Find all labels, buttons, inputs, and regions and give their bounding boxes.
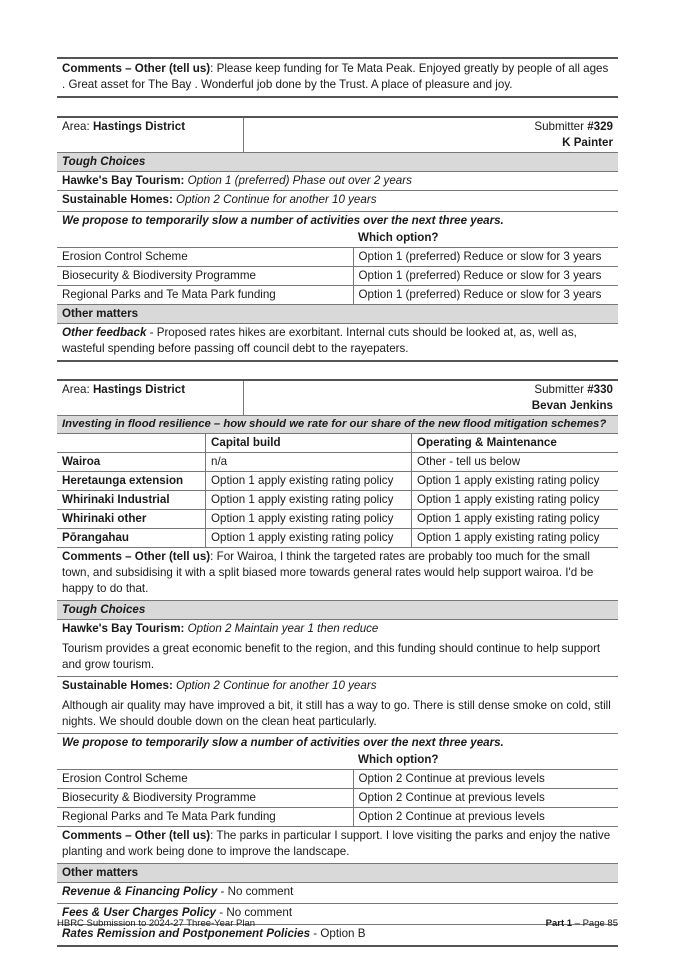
- tourism-text-330: Tourism provides a great economic benefit to the region, and this funding should continue to help support and grow tourism.: [57, 640, 618, 677]
- propose-329: We propose to temporarily slow a number of activities over the next three years.: [62, 213, 504, 227]
- activities-329: [57, 229, 618, 305]
- area-330: Area: Hastings District: [57, 380, 244, 415]
- table-row: Whirinaki other Option 1 apply existing rating policy Option 1 apply existing rating policy: [57, 510, 618, 529]
- table-row: Regional Parks and Te Mata Park funding Option 1 (preferred) Reduce or slow for 3 years: [57, 285, 618, 304]
- table-row: Regional Parks and Te Mata Park funding Option 2 Continue at previous levels: [57, 808, 618, 827]
- flood-comment-330: Comments – Other (tell us): For Wairoa, I think the targeted rates are probably too much for the small town, and subsidising it with a split biased more towards general rates would help support wairoa. I'd be happy to do that.: [57, 548, 618, 601]
- col-capital-330: Capital build: [206, 434, 412, 452]
- tough-choices-329: Tough Choices: [57, 152, 618, 172]
- tourism-329: Hawke's Bay Tourism: Option 1 (preferred) Phase out over 2 years: [57, 172, 618, 191]
- top-comment-label: Comments – Other (tell us): [62, 62, 211, 75]
- activities-330: [57, 751, 618, 827]
- tough-choices-330: Tough Choices: [57, 601, 618, 620]
- fees-policy-330: Fees & User Charges Policy - No comment: [57, 904, 618, 925]
- submitter-name-330: Bevan Jenkins: [531, 398, 613, 412]
- which-option-330: Which option?: [358, 753, 439, 767]
- page-footer: [57, 917, 618, 930]
- col-opex-330: Operating & Maintenance: [412, 434, 619, 452]
- submitter-330: Submitter #330 Bevan Jenkins: [531, 382, 613, 412]
- submitter-329: Submitter #329 K Painter: [534, 119, 613, 149]
- homes-330: Sustainable Homes: Option 2 Continue for another 10 years: [62, 679, 377, 693]
- other-feedback-329: Other feedback - Proposed rates hikes are exorbitant. Internal cuts should be looked at, as, well as, wasteful spending before passing off council debt to the rayepaters.: [57, 324, 618, 362]
- tourism-330: Hawke's Bay Tourism: Option 2 Maintain year 1 then reduce: [62, 622, 379, 636]
- homes-329: Sustainable Homes: Option 2 Continue for another 10 years: [57, 191, 618, 212]
- table-row: Erosion Control Scheme Option 2 Continue at previous levels: [57, 770, 618, 789]
- page-content: [57, 0, 618, 947]
- propose-330: We propose to temporarily slow a number of activities over the next three years.: [62, 736, 504, 750]
- table-row: Biosecurity & Biodiversity Programme Option 1 (preferred) Reduce or slow for 3 years: [57, 266, 618, 285]
- table-row: Whirinaki Industrial Option 1 apply existing rating policy Option 1 apply existing rating policy: [57, 491, 618, 510]
- revenue-policy-330: Revenue & Financing Policy - No comment: [57, 883, 618, 904]
- flood-heading-330: Investing in flood resilience – how should we rate for our share of the new flood mitigation schemes?: [57, 415, 618, 435]
- table-row: Wairoa n/a Other - tell us below: [57, 453, 618, 472]
- parks-comment-330: Comments – Other (tell us): The parks in particular I support. I love visiting the parks and enjoy the native planting and work being done to improve the landscape.: [57, 827, 618, 864]
- other-matters-330: Other matters: [57, 864, 618, 883]
- table-row: Erosion Control Scheme Option 1 (preferred) Reduce or slow for 3 years: [57, 247, 618, 266]
- header-329: [57, 116, 618, 152]
- table-row: Pōrangahau Option 1 apply existing rating policy Option 1 apply existing rating policy: [57, 529, 618, 548]
- other-matters-329: Other matters: [57, 305, 618, 324]
- header-330: [57, 379, 618, 415]
- footer-page: Part 1 – Page 85: [545, 918, 618, 929]
- footer-title: HBRC Submission to 2024-27 Three-Year Plan: [57, 918, 256, 929]
- flood-table-330: [57, 434, 618, 548]
- submission-330: [57, 379, 618, 947]
- area-329: Area: Hastings District: [57, 117, 244, 152]
- submitter-name-329: K Painter: [562, 135, 613, 149]
- submission-329: [57, 116, 618, 362]
- table-row: Biosecurity & Biodiversity Programme Option 2 Continue at previous levels: [57, 789, 618, 808]
- table-row: Heretaunga extension Option 1 apply existing rating policy Option 1 apply existing rating policy: [57, 472, 618, 491]
- rates-policy-330: Rates Remission and Postponement Policies - Option B: [57, 925, 618, 947]
- top-comment: [57, 59, 618, 98]
- homes-text-330: Although air quality may have improved a bit, it still has a way to go. There is still dense smoke on cold, still nights. We should double down on the clean heat particularly.: [57, 697, 618, 734]
- which-option-329: Which option?: [358, 230, 439, 244]
- top-comment-text: : Please keep funding for Te Mata Peak. Enjoyed greatly by people of all ages . Great asset for The Bay . Wonderful job done by the Trust. A place of pleasure and joy.: [62, 62, 609, 91]
